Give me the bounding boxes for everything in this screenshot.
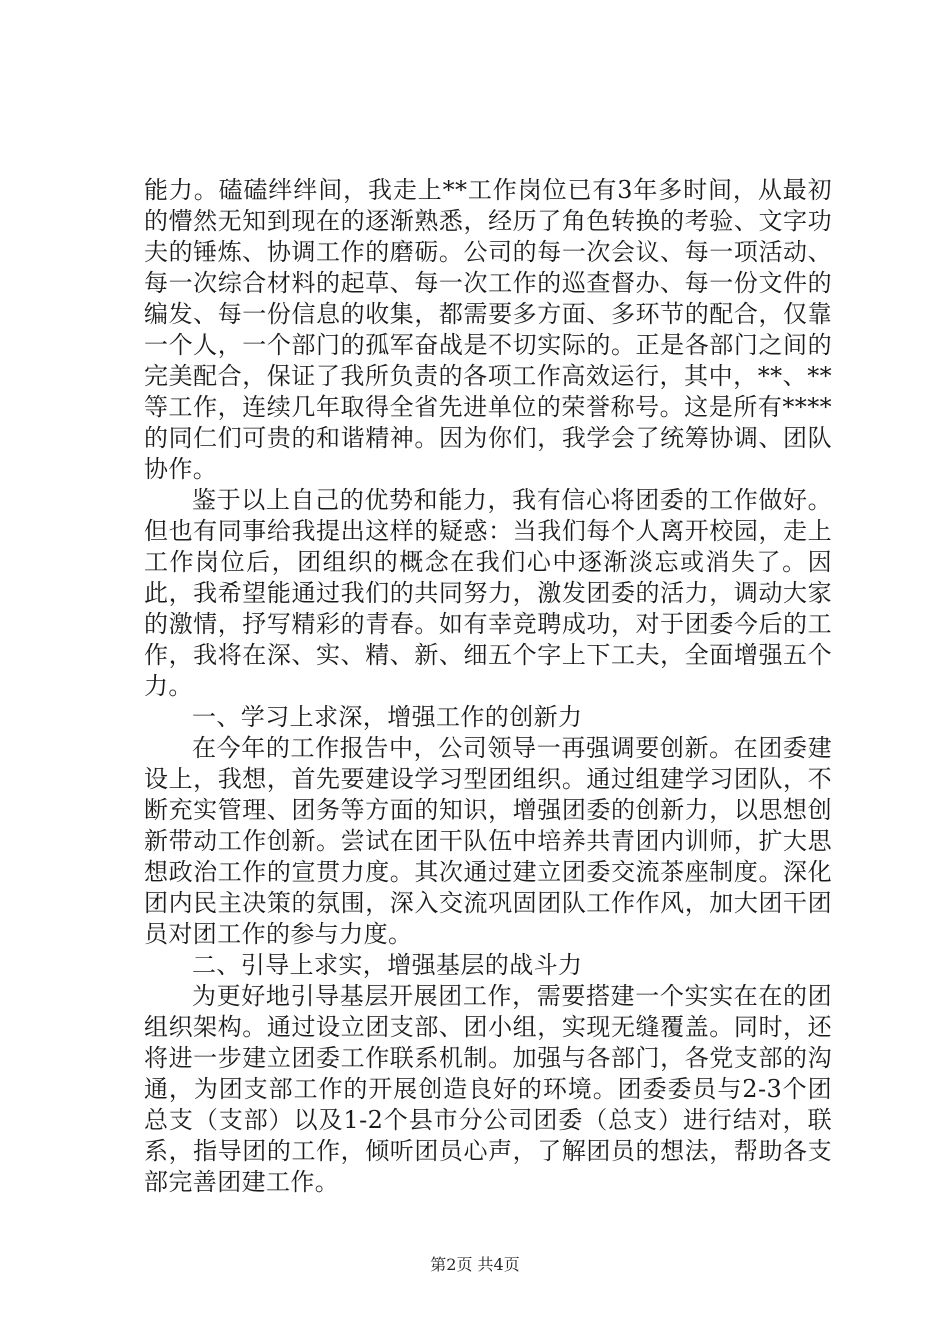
paragraph-4: 为更好地引导基层开展团工作，需要搭建一个实实在在的团组织架构。通过设立团支部、团小组，实现无缝覆盖。同时，还将进一步建立团委工作联系机制。加强与各部门，各党支部的沟通，为团支部工作的开展创造良好的环境。团委委员与2-3个团总支（支部）以及1-2个县市分公司团委（总支）进行结对，联系，指导团的工作，倾听团员心声，了解团员的想法，帮助各支部完善团建工作。	[144, 982, 832, 1196]
document-body	[144, 175, 832, 1198]
paragraph-1: 能力。磕磕绊绊间，我走上**工作岗位已有3年多时间，从最初的懵然无知到现在的逐渐熟悉，经历了角色转换的考验、文字功夫的锤炼、协调工作的磨砺。公司的每一次会议、每一项活动、每一次综合材料的起草、每一次工作的巡查督办、每一份文件的编发、每一份信息的收集，都需要多方面、多环节的配合，仅靠一个人，一个部门的孤军奋战是不切实际的。正是各部门之间的完美配合，保证了我所负责的各项工作高效运行，其中，**、**等工作，连续几年取得全省先进单位的荣誉称号。这是所有****的同仁们可贵的和谐精神。因为你们，我学会了统筹协调、团队协作。	[144, 176, 832, 483]
page-number-footer: 第2页 共4页	[430, 1255, 520, 1274]
paragraph-3: 在今年的工作报告中，公司领导一再强调要创新。在团委建设上，我想，首先要建设学习型团组织。通过组建学习团队，不断充实管理、团务等方面的知识，增强团委的创新力，以思想创新带动工作创新。尝试在团干队伍中培养共青团内训师，扩大思想政治工作的宣贯力度。其次通过建立团委交流茶座制度。深化团内民主决策的氛围，深入交流巩固团队工作作风，加大团干团员对团工作的参与力度。	[144, 734, 832, 948]
section-heading-1: 一、学习上求深，增强工作的创新力	[192, 703, 583, 731]
section-heading-2: 二、引导上求实，增强基层的战斗力	[192, 951, 583, 979]
paragraph-2: 鉴于以上自己的优势和能力，我有信心将团委的工作做好。但也有同事给我提出这样的疑惑：当我们每个人离开校园，走上工作岗位后，团组织的概念在我们心中逐渐淡忘或消失了。因此，我希望能通过我们的共同努力，激发团委的活力，调动大家的激情，抒写精彩的青春。如有幸竞聘成功，对于团委今后的工作，我将在深、实、精、新、细五个字上下工夫，全面增强五个力。	[144, 486, 832, 700]
